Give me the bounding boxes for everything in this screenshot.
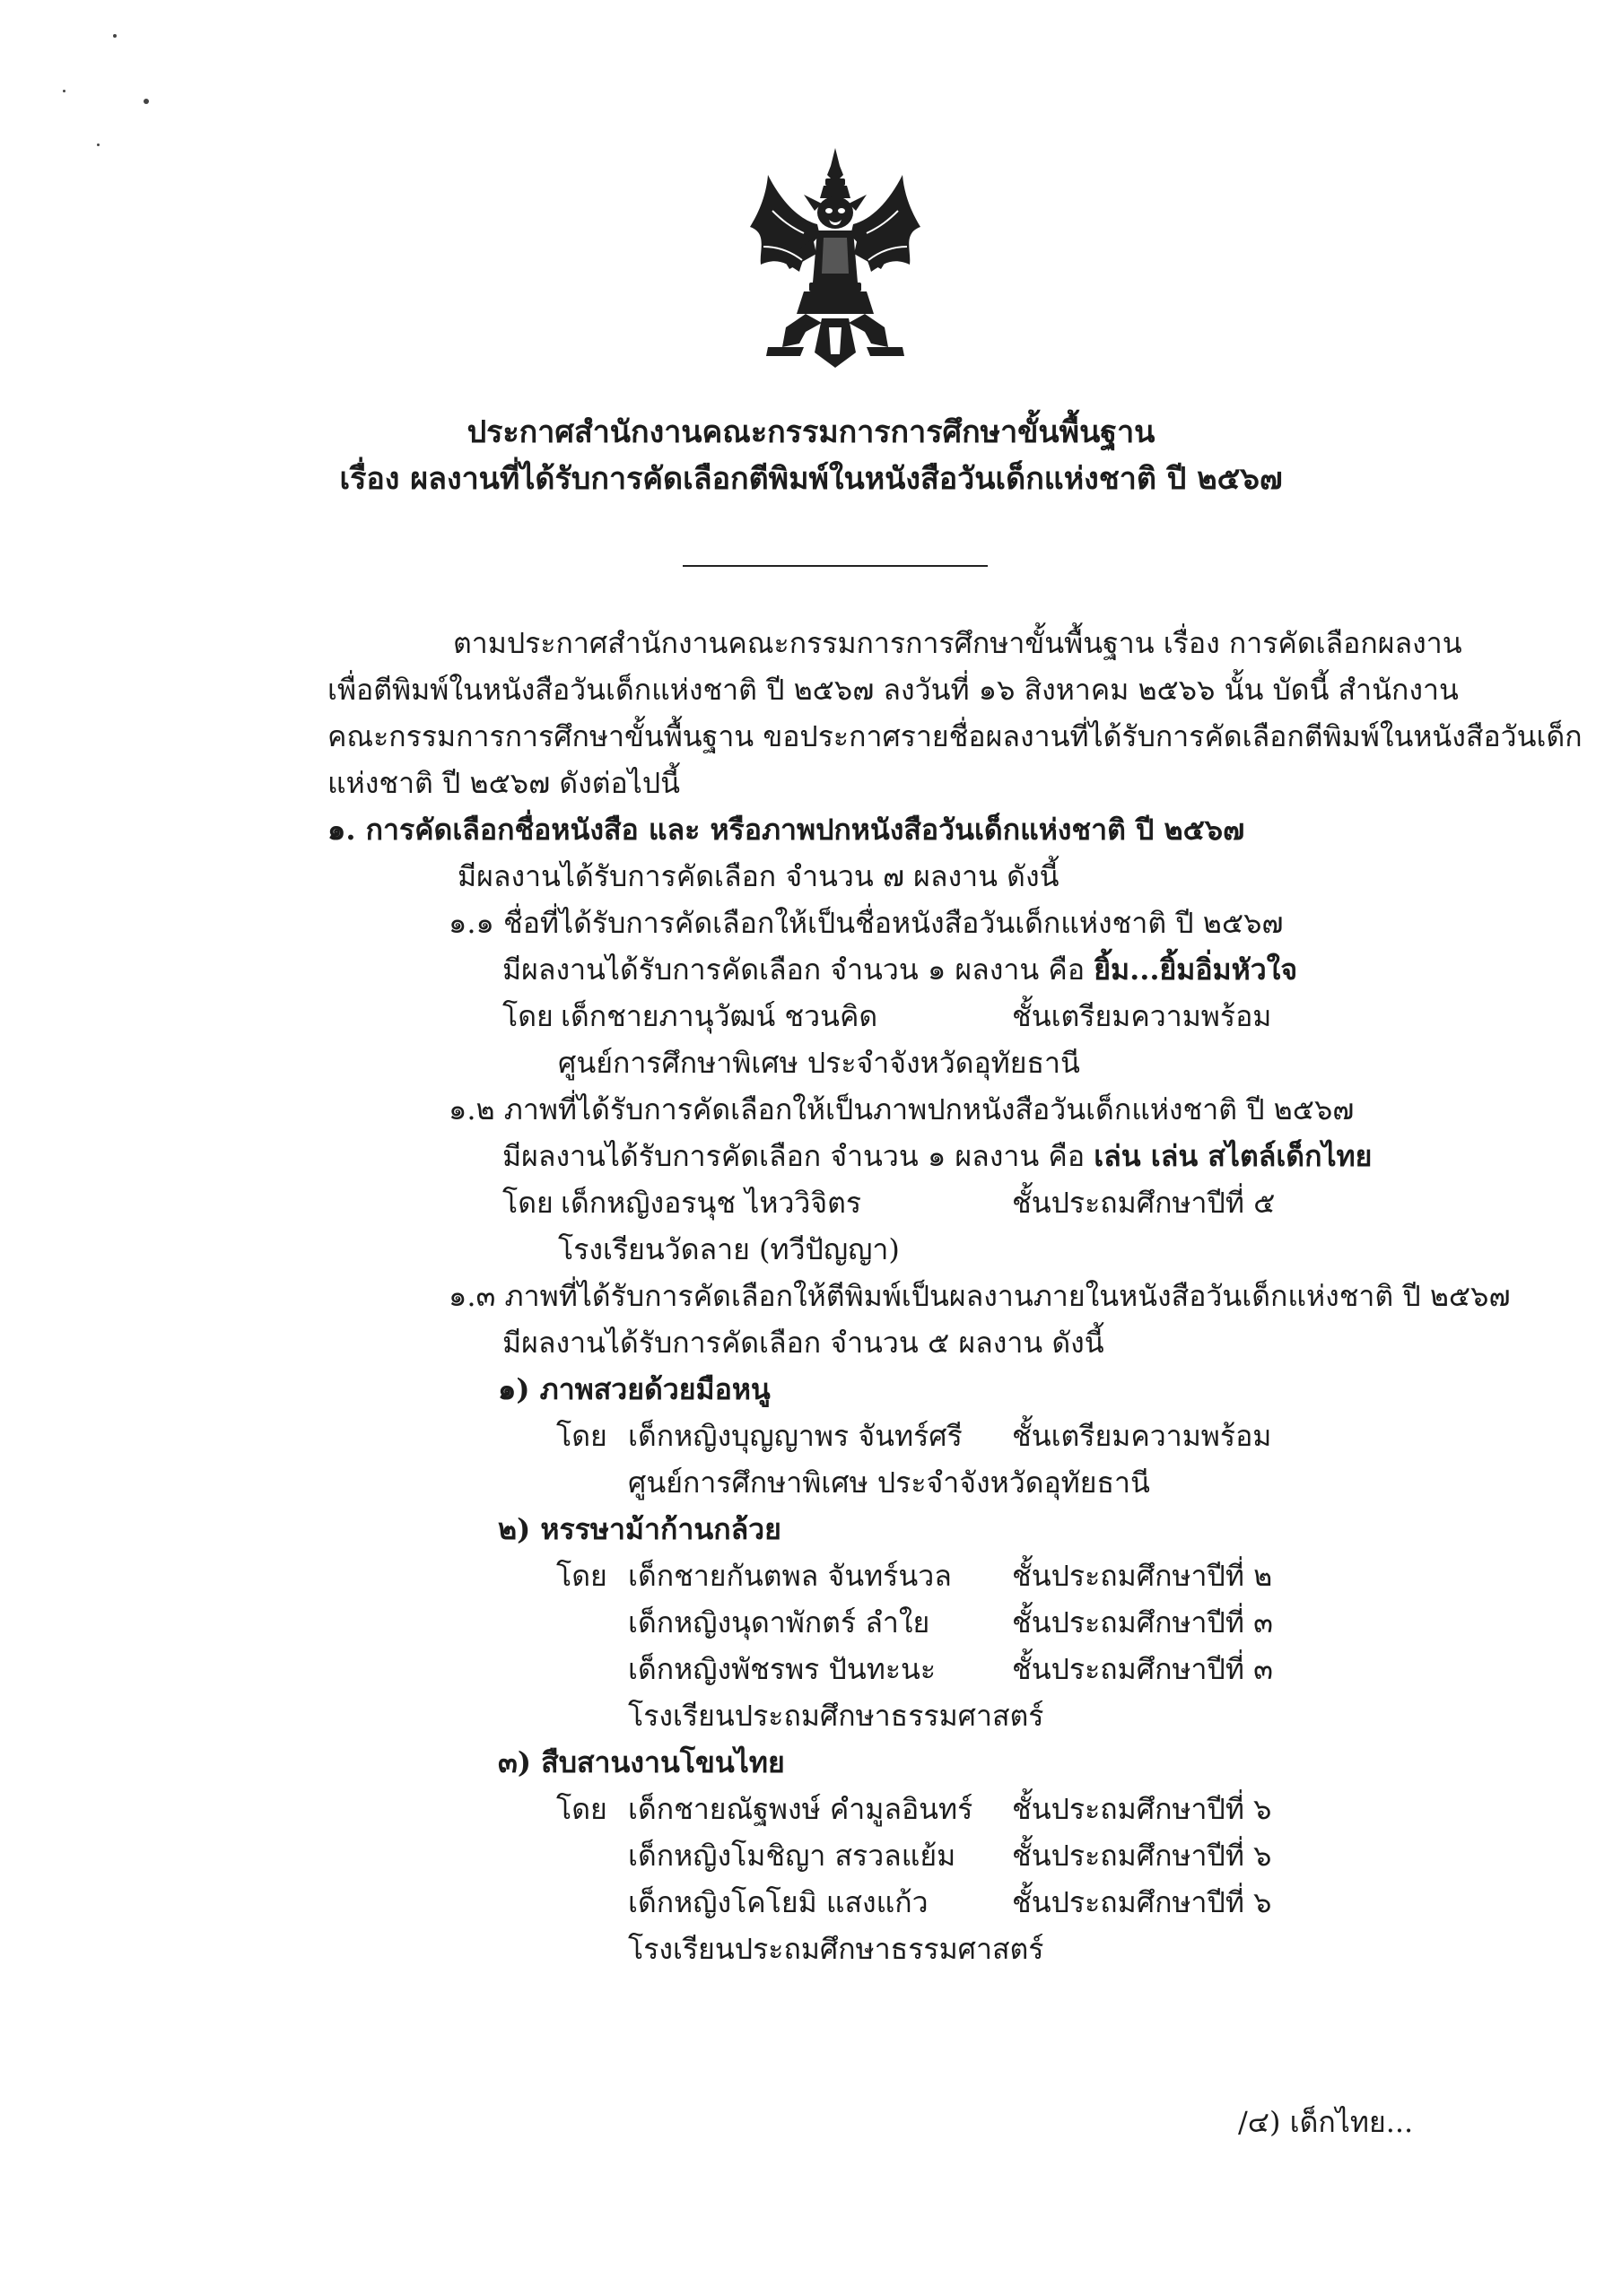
student-grade: ชั้นเตรียมความพร้อม	[1012, 1419, 1272, 1453]
subsection-heading: ๑.๒ ภาพที่ได้รับการคัดเลือกให้เป็นภาพปกหนังสือวันเด็กแห่งชาติ ปี ๒๕๖๗	[449, 1092, 1355, 1126]
student-grade: ชั้นประถมศึกษาปีที่ ๓	[1012, 1605, 1273, 1639]
student-grade: ชั้นเตรียมความพร้อม	[1012, 999, 1272, 1033]
subsection-heading: ๑.๓ ภาพที่ได้รับการคัดเลือกให้ตีพิมพ์เป็นผลงานภายในหนังสือวันเด็กแห่งชาติ ปี ๒๕๖๗	[449, 1279, 1511, 1313]
scan-speck	[113, 34, 117, 38]
student-name: เด็กหญิงนุดาพักตร์ ลำใย	[628, 1605, 930, 1639]
student-name: เด็กชายกันตพล จันทร์นวล	[628, 1559, 952, 1593]
work-title: ๓) สืบสานงานโขนไทย	[498, 1745, 785, 1779]
student-name: เด็กหญิงโคโยมิ แสงแก้ว	[628, 1885, 929, 1919]
school-name: ศูนย์การศึกษาพิเศษ ประจำจังหวัดอุทัยธานี	[558, 1046, 1080, 1080]
school-name: ศูนย์การศึกษาพิเศษ ประจำจังหวัดอุทัยธานี	[628, 1465, 1150, 1500]
school-name: โรงเรียนประถมศึกษาธรรมศาสตร์	[628, 1699, 1044, 1733]
scan-speck	[63, 90, 65, 92]
school-name: โรงเรียนประถมศึกษาธรรมศาสตร์	[628, 1932, 1044, 1966]
subsection-result	[502, 1138, 1372, 1174]
section-heading: ๑. การคัดเลือกชื่อหนังสือ และ หรือภาพปกหนังสือวันเด็กแห่งชาติ ปี ๒๕๖๗	[327, 813, 1245, 847]
work-title: ๒) หรรษาม้าก้านกล้วย	[498, 1512, 781, 1546]
subsection-result	[502, 952, 1297, 987]
scan-speck	[97, 144, 100, 146]
garuda-emblem-icon	[750, 148, 920, 368]
student-name: เด็กหญิงอรนุช ไหววิจิตร	[561, 1186, 862, 1220]
page-continuation: /๔) เด็กไทย...	[1238, 2105, 1414, 2139]
student-name: เด็กชายณัฐพงษ์ คำมูลอินทร์	[628, 1792, 973, 1826]
by-label: โดย	[556, 1792, 607, 1826]
by-label: โดย	[556, 1419, 607, 1453]
by-label: โดย	[556, 1559, 607, 1593]
student-name: เด็กหญิงบุญญาพร จันทร์ศรี	[628, 1419, 963, 1453]
result-prefix: มีผลงานได้รับการคัดเลือก จำนวน ๑ ผลงาน คือ	[502, 952, 1086, 987]
student-grade: ชั้นประถมศึกษาปีที่ ๒	[1012, 1559, 1273, 1593]
intro-line: คณะกรรมการการศึกษาขั้นพื้นฐาน ขอประกาศรายชื่อผลงานที่ได้รับการคัดเลือกตีพิมพ์ในหนังสือวันเด็ก	[327, 719, 1583, 753]
subsection-heading: ๑.๑ ชื่อที่ได้รับการคัดเลือกให้เป็นชื่อหนังสือวันเด็กแห่งชาติ ปี ๒๕๖๗	[449, 906, 1284, 940]
student-grade: ชั้นประถมศึกษาปีที่ ๕	[1012, 1186, 1276, 1220]
student-grade: ชั้นประถมศึกษาปีที่ ๖	[1012, 1839, 1272, 1873]
school-name: โรงเรียนวัดลาย (ทวีปัญญา)	[558, 1232, 900, 1266]
intro-line: ตามประกาศสำนักงานคณะกรรมการการศึกษาขั้นพื้นฐาน เรื่อง การคัดเลือกผลงาน	[453, 626, 1462, 660]
title-divider	[683, 565, 988, 567]
by-label: โดย	[502, 999, 554, 1033]
student-name: เด็กหญิงโมชิญา สรวลแย้ม	[628, 1839, 956, 1873]
announcement-subject: เรื่อง ผลงานที่ได้รับการคัดเลือกตีพิมพ์ในหนังสือวันเด็กแห่งชาติ ปี ๒๕๖๗	[339, 461, 1283, 497]
work-title: ๑) ภาพสวยด้วยมือหนู	[498, 1372, 771, 1406]
subsection-summary: มีผลงานได้รับการคัดเลือก จำนวน ๕ ผลงาน ดังนี้	[502, 1326, 1104, 1360]
student-grade: ชั้นประถมศึกษาปีที่ ๖	[1012, 1792, 1272, 1826]
student-grade: ชั้นประถมศึกษาปีที่ ๓	[1012, 1652, 1273, 1686]
intro-line: แห่งชาติ ปี ๒๕๖๗ ดังต่อไปนี้	[327, 766, 681, 800]
by-label: โดย	[502, 1186, 554, 1220]
student-name: เด็กหญิงพัชรพร ปันทะนะ	[628, 1652, 937, 1686]
intro-line: เพื่อตีพิมพ์ในหนังสือวันเด็กแห่งชาติ ปี ๒๕๖๗ ลงวันที่ ๑๖ สิงหาคม ๒๕๖๖ นั้น บัดนี้ สำนักงาน	[327, 673, 1459, 707]
announcement-title: ประกาศสำนักงานคณะกรรมการการศึกษาขั้นพื้นฐาน	[467, 414, 1155, 450]
student-name: เด็กชายภานุวัฒน์ ชวนคิด	[561, 999, 878, 1033]
result-title: ยิ้ม...ยิ้มอิ่มหัวใจ	[1094, 952, 1298, 987]
scan-speck	[144, 99, 149, 104]
student-grade: ชั้นประถมศึกษาปีที่ ๖	[1012, 1885, 1272, 1919]
section-summary: มีผลงานได้รับการคัดเลือก จำนวน ๗ ผลงาน ดังนี้	[458, 859, 1060, 893]
result-title: เล่น เล่น สไตล์เด็กไทย	[1094, 1139, 1373, 1173]
result-prefix: มีผลงานได้รับการคัดเลือก จำนวน ๑ ผลงาน คือ	[502, 1139, 1086, 1173]
